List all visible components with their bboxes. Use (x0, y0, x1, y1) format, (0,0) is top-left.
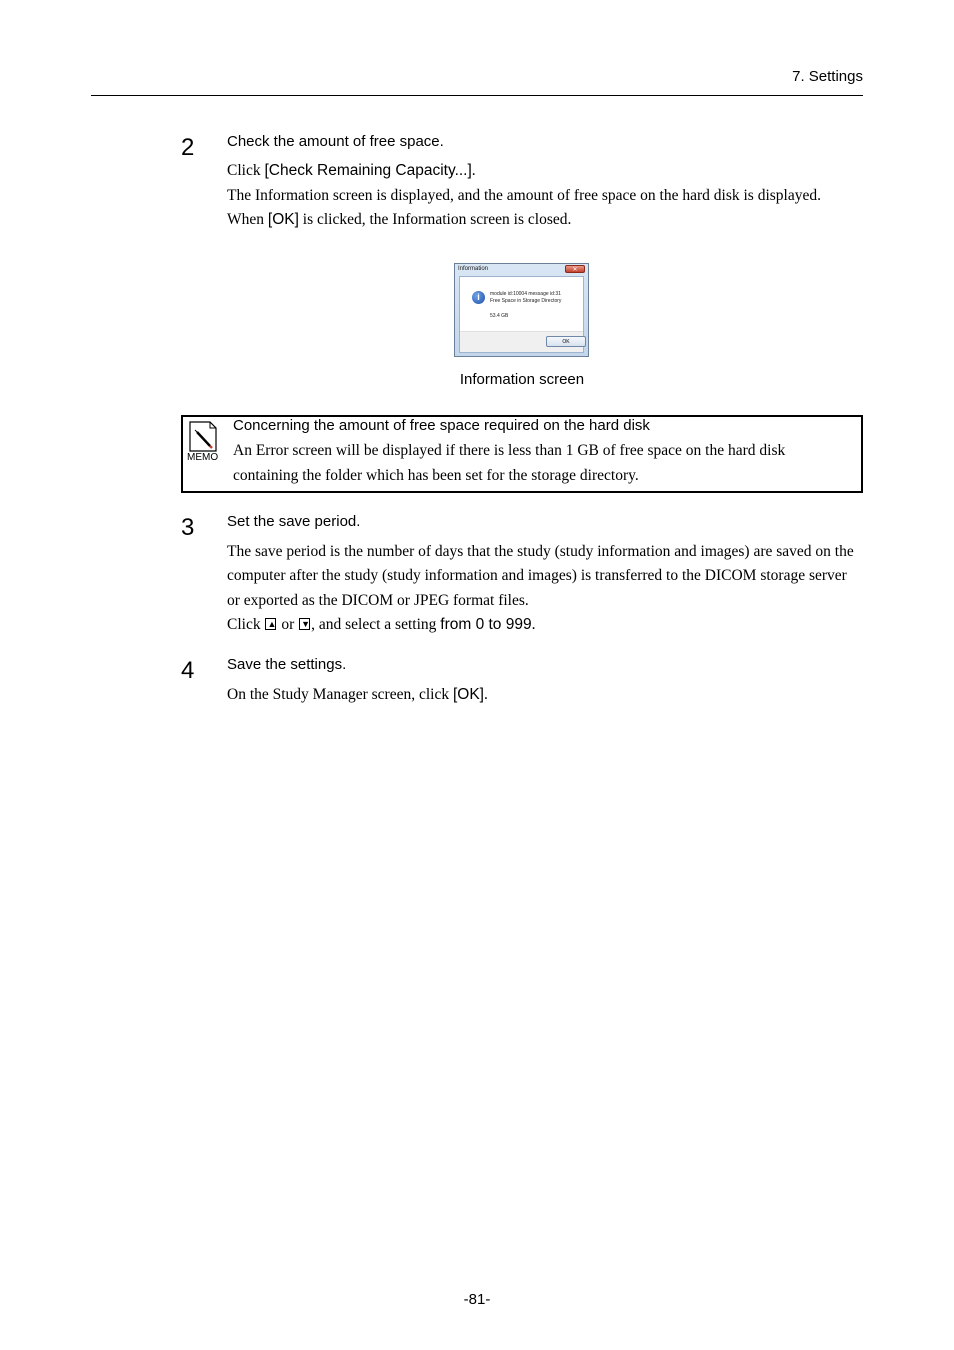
up-arrow-icon: ▲ (267, 619, 277, 629)
text-run: On the Study Manager screen, click (227, 686, 453, 703)
down-arrow-icon: ▼ (301, 619, 311, 629)
ok-button[interactable]: OK (546, 336, 586, 347)
dialog-footer (460, 331, 583, 352)
section-title: 7. Settings (792, 68, 863, 85)
text-run: or (277, 616, 299, 633)
text-run: . (531, 616, 536, 633)
memo-title: Concerning the amount of free space required on the hard disk (233, 417, 650, 434)
step-line (227, 686, 488, 704)
step-line (227, 211, 571, 229)
info-icon: i (472, 291, 485, 304)
step-line: computer after the study (study information and images) is transferred to the DICOM storage server (227, 567, 847, 584)
text-run: , and select a setting (311, 616, 441, 633)
close-icon[interactable]: ✕ (565, 265, 585, 273)
page-number: -81- (463, 1291, 491, 1308)
text-run: . (483, 686, 488, 703)
dialog-body (459, 276, 584, 353)
step-number: 4 (181, 657, 195, 684)
ui-label: [OK] (267, 211, 299, 228)
step-line: or exported as the DICOM or JPEG format files. (227, 592, 529, 609)
step-line: The save period is the number of days that the study (study information and images) are saved on the (227, 543, 854, 560)
ui-label: from 0 to 999 (440, 616, 532, 633)
memo-line: An Error screen will be displayed if there is less than 1 GB of free space on the hard disk (233, 442, 786, 459)
step-heading: Check the amount of free space. (227, 133, 444, 150)
memo-line: containing the folder which has been set for the storage directory. (233, 467, 639, 484)
dialog-message-line: Free Space in Storage Directory (490, 298, 562, 304)
step-line: The Information screen is displayed, and the amount of free space on the hard disk is displayed. (227, 187, 821, 204)
ui-label: [Check Remaining Capacity...] (264, 162, 472, 179)
step-number: 3 (181, 514, 195, 541)
memo-label: MEMO (187, 452, 219, 463)
header-rule (91, 95, 863, 96)
dialog-free-space-value: 53.4 GB (490, 313, 509, 319)
step-number: 2 (181, 134, 195, 161)
step-heading: Set the save period. (227, 513, 361, 530)
dialog-message-line: module id:10004 message id:31 (490, 291, 561, 297)
text-run: Click (227, 616, 265, 633)
dialog-title: Information (458, 266, 489, 272)
text-run: When (227, 211, 268, 228)
ui-label: [OK] (452, 686, 484, 703)
text-run: Click (227, 162, 265, 179)
text-run: is clicked, the Information screen is closed. (298, 211, 572, 228)
step-heading: Save the settings. (227, 656, 347, 673)
figure-caption: Information screen (459, 371, 585, 388)
text-run: . (471, 162, 476, 179)
information-dialog (454, 263, 589, 357)
step-line (227, 162, 476, 180)
step-line (227, 616, 535, 634)
